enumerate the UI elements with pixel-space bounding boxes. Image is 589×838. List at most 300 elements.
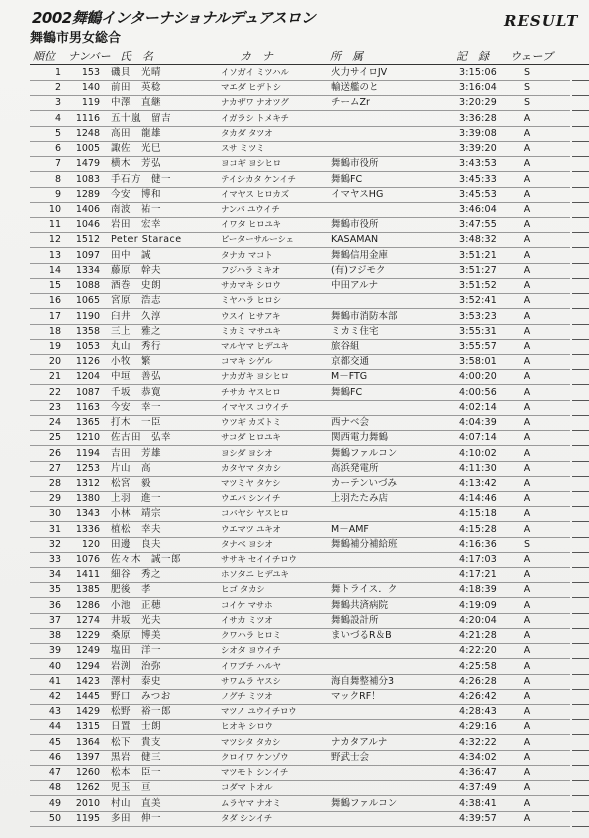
table-row — [0, 675, 589, 689]
wave-cell: S — [523, 82, 531, 94]
rank-cell: 17 — [48, 310, 61, 322]
wave-cell: A — [523, 432, 531, 444]
table-row — [0, 233, 589, 247]
kana-cell: フジハラ ミキオ — [221, 265, 280, 276]
kana-cell: マルヤマ ヒデユキ — [221, 341, 289, 352]
time-cell: 4:26:28 — [459, 675, 498, 687]
time-cell: 3:55:57 — [459, 340, 498, 352]
time-cell: 3:51:27 — [459, 264, 498, 276]
wave-cell: A — [523, 219, 531, 231]
name-cell: 磯貝 光晴 — [111, 67, 162, 78]
time-cell: 3:51:52 — [459, 280, 498, 292]
time-cell: 4:15:18 — [459, 508, 498, 520]
affiliation-cell: 海自舞整補分3 — [331, 675, 395, 687]
name-cell: 今安 幸一 — [111, 401, 162, 413]
wave-cell: A — [523, 280, 531, 292]
bib-cell: 1294 — [75, 660, 100, 672]
affiliation-cell: まいづるR＆B — [331, 630, 392, 642]
rank-cell: 24 — [48, 417, 61, 429]
rank-cell: 29 — [48, 493, 61, 505]
name-cell: 酒巻 史朗 — [111, 280, 162, 292]
time-cell: 4:26:42 — [459, 691, 498, 703]
rank-cell: 43 — [48, 706, 61, 718]
rank-cell: 28 — [48, 477, 61, 489]
table-row — [0, 568, 589, 582]
name-cell: 手石方 健一 — [111, 173, 172, 185]
affiliation-cell: M－AMF — [331, 523, 369, 535]
column-header-rank: 順位 — [33, 50, 55, 63]
time-cell: 4:13:42 — [459, 477, 498, 489]
bib-cell: 1365 — [75, 417, 100, 429]
table-row — [0, 507, 589, 521]
rank-cell: 35 — [48, 584, 61, 596]
rank-cell: 2 — [54, 82, 61, 94]
affiliation-cell: 舞トライス．ク — [331, 584, 398, 596]
affiliation-cell: M－FTG — [331, 371, 368, 383]
rank-cell: 18 — [48, 325, 61, 337]
table-row — [0, 96, 589, 110]
kana-cell: ヒゴ タカシ — [221, 585, 265, 596]
name-cell: 肥後 孝 — [111, 584, 152, 596]
wave-cell: A — [523, 477, 531, 489]
table-row — [0, 81, 589, 95]
time-cell: 4:15:28 — [459, 523, 498, 535]
bib-cell: 1194 — [75, 447, 100, 459]
bib-cell: 1397 — [75, 751, 100, 763]
wave-cell: A — [523, 143, 531, 155]
wave-cell: A — [523, 493, 531, 505]
rank-cell: 45 — [48, 736, 61, 748]
wave-cell: A — [523, 630, 531, 642]
time-cell: 3:45:33 — [459, 173, 498, 185]
rank-cell: 41 — [48, 675, 61, 687]
affiliation-cell: 舞鶴市消防本部 — [331, 310, 398, 322]
name-cell: 打木 一臣 — [111, 417, 162, 429]
wave-cell: A — [523, 340, 531, 352]
wave-cell: A — [523, 675, 531, 687]
name-cell: 桑原 博美 — [111, 630, 162, 642]
time-cell: 4:36:47 — [459, 767, 498, 779]
time-cell: 3:58:01 — [459, 356, 498, 368]
wave-cell: A — [523, 356, 531, 368]
wave-cell: A — [523, 797, 531, 809]
header-divider — [30, 64, 589, 65]
rank-cell: 14 — [48, 264, 61, 276]
wave-cell: A — [523, 112, 531, 124]
time-cell: 4:19:09 — [459, 599, 498, 611]
time-cell: 3:39:20 — [459, 143, 498, 155]
affiliation-cell: KASAMAN — [331, 234, 379, 246]
time-cell: 4:10:02 — [459, 447, 498, 459]
table-row — [0, 781, 589, 795]
column-header-bib: ナンバー — [68, 50, 111, 63]
bib-cell: 1116 — [75, 112, 100, 124]
name-cell: 日置 士朗 — [111, 721, 162, 733]
bib-cell: 1358 — [75, 325, 100, 337]
kana-cell: ウスイ ヒサアキ — [221, 311, 281, 322]
name-cell: 中垣 善弘 — [111, 371, 162, 383]
wave-cell: A — [523, 417, 531, 429]
table-row — [0, 355, 589, 369]
rank-cell: 50 — [48, 812, 61, 824]
next-page-stub — [572, 826, 589, 827]
kana-cell: マエダ ヒデトシ — [221, 83, 281, 94]
wave-cell: A — [523, 386, 531, 398]
wave-cell: A — [523, 645, 531, 657]
name-cell: 片山 高 — [111, 462, 152, 474]
rank-cell: 15 — [48, 280, 61, 292]
affiliation-cell: ミカミ住宅 — [331, 325, 379, 337]
name-cell: 小牧 繁 — [111, 356, 152, 368]
time-cell: 3:46:04 — [459, 203, 498, 215]
bib-cell: 1423 — [75, 675, 100, 687]
table-row — [0, 705, 589, 719]
rank-cell: 21 — [48, 371, 61, 383]
wave-cell: A — [523, 158, 531, 170]
rank-cell: 22 — [48, 386, 61, 398]
name-cell: 松宮 毅 — [111, 477, 152, 489]
affiliation-cell: 中田アルナ — [331, 280, 379, 292]
name-cell: 松下 貴支 — [111, 736, 162, 748]
name-cell: 五十嵐 留吉 — [111, 112, 172, 124]
wave-cell: S — [523, 97, 531, 109]
bib-cell: 1087 — [75, 386, 100, 398]
affiliation-cell: 輸送艦のと — [331, 82, 379, 94]
name-cell: 小林 靖宗 — [111, 508, 162, 520]
table-row — [0, 279, 589, 293]
kana-cell: コダマ トオル — [221, 783, 273, 794]
name-cell: 臼井 久淳 — [111, 310, 162, 322]
kana-cell: ナカザワ ナオツグ — [221, 98, 289, 109]
bib-cell: 1512 — [75, 234, 100, 246]
name-cell: 宮原 浩志 — [111, 295, 162, 307]
bib-cell: 1053 — [75, 340, 100, 352]
kana-cell: マツミヤ タケシ — [221, 478, 281, 489]
wave-cell: A — [523, 249, 531, 261]
affiliation-cell: 舞鶴FC — [331, 173, 363, 185]
affiliation-cell: 舞鶴補分補給班 — [331, 538, 398, 550]
time-cell: 4:29:16 — [459, 721, 498, 733]
kana-cell: マツノ ユウイチロウ — [221, 707, 297, 718]
kana-cell: ミカミ マサユキ — [221, 326, 281, 337]
table-row — [0, 812, 589, 826]
rank-cell: 40 — [48, 660, 61, 672]
wave-cell: A — [523, 371, 531, 383]
bib-cell: 1315 — [75, 721, 100, 733]
bib-cell: 1380 — [75, 493, 100, 505]
table-row — [0, 127, 589, 141]
kana-cell: ウエマツ ユキオ — [221, 524, 281, 535]
name-cell: 今安 博和 — [111, 188, 162, 200]
kana-cell: カタヤマ タカシ — [221, 463, 281, 474]
affiliation-cell: ナカタアルナ — [331, 736, 388, 748]
bib-cell: 119 — [81, 97, 100, 109]
kana-cell: ヒオキ シロウ — [221, 722, 273, 733]
affiliation-cell: 高浜発電所 — [331, 462, 379, 474]
name-cell: 黒岩 健三 — [111, 751, 162, 763]
wave-cell: A — [523, 691, 531, 703]
rank-cell: 38 — [48, 630, 61, 642]
bib-cell: 1076 — [75, 554, 100, 566]
time-cell: 4:16:36 — [459, 538, 498, 550]
name-cell: 千坂 恭寛 — [111, 386, 162, 398]
kana-cell: イソガイ ミツハル — [221, 68, 289, 78]
affiliation-cell: マックRF！ — [331, 691, 381, 703]
column-header-time: 記 録 — [456, 50, 489, 63]
table-row — [0, 386, 589, 400]
name-cell: 細谷 秀之 — [111, 569, 162, 581]
bib-cell: 1429 — [75, 706, 100, 718]
kana-cell: イワブチ ハルヤ — [221, 661, 281, 672]
time-cell: 3:15:06 — [459, 67, 498, 78]
bib-cell: 1083 — [75, 173, 100, 185]
time-cell: 4:37:49 — [459, 782, 498, 794]
time-cell: 3:47:55 — [459, 219, 498, 231]
category-title: 舞鶴市男女総合 — [30, 31, 122, 46]
name-cell: 田中 誠 — [111, 249, 152, 261]
table-row — [0, 720, 589, 734]
kana-cell: マツシタ タカシ — [221, 737, 281, 748]
column-header-affiliation: 所 属 — [330, 50, 363, 63]
time-cell: 3:45:53 — [459, 188, 498, 200]
rank-cell: 20 — [48, 356, 61, 368]
event-title: 2002舞鶴インターナショナルデュアスロン — [32, 9, 316, 27]
affiliation-cell: 舞鶴ファルコン — [331, 447, 398, 459]
bib-cell: 1411 — [75, 569, 100, 581]
bib-cell: 1046 — [75, 219, 100, 231]
kana-cell: ウツギ カズトミ — [221, 418, 281, 429]
rank-cell: 8 — [54, 173, 61, 185]
name-cell: 佐古田 弘幸 — [111, 432, 172, 444]
kana-cell: サカマキ シロウ — [221, 281, 281, 292]
affiliation-cell: 野武士会 — [331, 751, 370, 763]
wave-cell: S — [523, 67, 531, 78]
time-cell: 3:16:04 — [459, 82, 498, 94]
table-row — [0, 644, 589, 658]
kana-cell: ナカガキ ヨシヒロ — [221, 372, 289, 383]
bib-cell: 1289 — [75, 188, 100, 200]
kana-cell: イワタ ヒロユキ — [221, 220, 281, 231]
name-cell: 岩田 宏幸 — [111, 219, 162, 231]
table-row — [0, 310, 589, 324]
table-row — [0, 157, 589, 171]
wave-cell: A — [523, 767, 531, 779]
time-cell: 3:48:32 — [459, 234, 498, 246]
rank-cell: 25 — [48, 432, 61, 444]
bib-cell: 1479 — [75, 158, 100, 170]
table-row — [0, 188, 589, 202]
column-header-name: 氏 名 — [120, 50, 153, 63]
time-cell: 4:32:22 — [459, 736, 498, 748]
wave-cell: A — [523, 234, 531, 246]
kana-cell: ノグチ ミツオ — [221, 692, 273, 703]
table-row — [0, 797, 589, 811]
bib-cell: 1260 — [75, 767, 100, 779]
name-cell: 澤村 泰史 — [111, 675, 162, 687]
name-cell: Peter Starace — [111, 234, 182, 246]
bib-cell: 140 — [81, 82, 100, 94]
table-row — [0, 370, 589, 384]
bib-cell: 1274 — [75, 614, 100, 626]
table-row — [0, 766, 589, 780]
kana-cell: タカダ タツオ — [221, 128, 273, 139]
table-row — [0, 416, 589, 430]
rank-cell: 9 — [54, 188, 61, 200]
rank-cell: 44 — [48, 721, 61, 733]
affiliation-cell: 西ナベ会 — [331, 417, 370, 429]
wave-cell: A — [523, 127, 531, 139]
kana-cell: テイシカタ ケンイチ — [221, 174, 296, 185]
time-cell: 3:55:31 — [459, 325, 498, 337]
table-row — [0, 249, 589, 263]
bib-cell: 2010 — [75, 797, 100, 809]
name-cell: 植松 幸夫 — [111, 523, 162, 535]
table-row — [0, 431, 589, 445]
bib-cell: 1126 — [75, 356, 100, 368]
rank-cell: 3 — [54, 97, 61, 109]
wave-cell: A — [523, 310, 531, 322]
affiliation-cell: 舞鶴共済病院 — [331, 599, 389, 611]
rank-cell: 13 — [48, 249, 61, 261]
name-cell: 諏佐 光巳 — [111, 143, 162, 155]
wave-cell: A — [523, 295, 531, 307]
time-cell: 4:00:56 — [459, 386, 498, 398]
kana-cell: サコダ ヒロユキ — [221, 433, 281, 444]
time-cell: 4:17:21 — [459, 569, 498, 581]
table-row — [0, 142, 589, 156]
bib-cell: 1336 — [75, 523, 100, 535]
name-cell: 吉田 芳雄 — [111, 447, 162, 459]
kana-cell: イガラシ トメキチ — [221, 113, 289, 124]
kana-cell: クロイワ ケンゾウ — [221, 752, 289, 763]
time-cell: 4:21:28 — [459, 630, 498, 642]
kana-cell: クワハラ ヒロミ — [221, 631, 281, 642]
table-row — [0, 583, 589, 597]
wave-cell: A — [523, 736, 531, 748]
affiliation-cell: 火力サイロJV — [331, 67, 388, 78]
wave-cell: A — [523, 173, 531, 185]
rank-cell: 36 — [48, 599, 61, 611]
name-cell: 上羽 進一 — [111, 493, 162, 505]
kana-cell: コマキ シゲル — [221, 357, 273, 368]
kana-cell: マツモト シンイチ — [221, 768, 289, 779]
name-cell: 前田 英稔 — [111, 82, 162, 94]
wave-cell: A — [523, 401, 531, 413]
time-cell: 3:53:23 — [459, 310, 498, 322]
bib-cell: 1248 — [75, 127, 100, 139]
affiliation-cell: 京都交通 — [331, 356, 370, 368]
affiliation-cell: 舞鶴FC — [331, 386, 363, 398]
table-row — [0, 203, 589, 217]
wave-cell: A — [523, 188, 531, 200]
table-row — [0, 629, 589, 643]
table-row — [0, 340, 589, 354]
table-row — [0, 112, 589, 126]
affiliation-cell: 舞鶴市役所 — [331, 158, 379, 170]
affiliation-cell: 関西電力舞鶴 — [331, 432, 389, 444]
name-cell: 村山 直美 — [111, 797, 162, 809]
bib-cell: 1286 — [75, 599, 100, 611]
kana-cell: ミヤハラ ヒロシ — [221, 296, 281, 307]
rank-cell: 31 — [48, 523, 61, 535]
table-row — [0, 462, 589, 476]
bib-cell: 1065 — [75, 295, 100, 307]
kana-cell: ササキ セイイチロウ — [221, 555, 297, 566]
bib-cell: 1204 — [75, 371, 100, 383]
rank-cell: 19 — [48, 340, 61, 352]
name-cell: 中澤 直継 — [111, 97, 162, 109]
bib-cell: 1163 — [75, 401, 100, 413]
rank-cell: 46 — [48, 751, 61, 763]
rank-cell: 5 — [54, 127, 61, 139]
table-row — [0, 264, 589, 278]
time-cell: 4:11:30 — [459, 462, 498, 474]
time-cell: 4:07:14 — [459, 432, 498, 444]
wave-cell: A — [523, 584, 531, 596]
kana-cell: ヨシダ ヨシオ — [221, 448, 273, 459]
affiliation-cell: イマヤスHG — [331, 188, 384, 200]
bib-cell: 1253 — [75, 462, 100, 474]
rank-cell: 16 — [48, 295, 61, 307]
kana-cell: ウエバ シンイチ — [221, 494, 281, 505]
rank-cell: 12 — [48, 234, 61, 246]
bib-cell: 1195 — [75, 812, 100, 824]
wave-cell: A — [523, 660, 531, 672]
name-cell: 岩渕 治弥 — [111, 660, 162, 672]
name-cell: 小池 正穂 — [111, 599, 162, 611]
bib-cell: 1364 — [75, 736, 100, 748]
rank-cell: 48 — [48, 782, 61, 794]
rank-cell: 27 — [48, 462, 61, 474]
table-row — [0, 401, 589, 415]
column-header-kana: カ ナ — [240, 50, 273, 63]
rank-cell: 1 — [54, 67, 61, 78]
kana-cell: イマヤス コウイチ — [221, 402, 289, 413]
table-row — [0, 294, 589, 308]
time-cell: 4:20:04 — [459, 614, 498, 626]
rank-cell: 47 — [48, 767, 61, 779]
kana-cell: コイケ マサホ — [221, 600, 273, 611]
table-row — [0, 553, 589, 567]
kana-cell: ムラヤマ ナオミ — [221, 798, 281, 809]
wave-cell: A — [523, 554, 531, 566]
kana-cell: タナベ ヨシオ — [221, 539, 273, 550]
kana-cell: イマヤス ヒロカズ — [221, 189, 289, 200]
bib-cell: 1190 — [75, 310, 100, 322]
kana-cell: サワムラ ヤスシ — [221, 676, 281, 687]
rank-cell: 23 — [48, 401, 61, 413]
wave-cell: A — [523, 614, 531, 626]
name-cell: 井坂 光夫 — [111, 614, 162, 626]
kana-cell: タダ シンイチ — [221, 813, 272, 824]
wave-cell: A — [523, 569, 531, 581]
rank-cell: 34 — [48, 569, 61, 581]
table-row — [0, 538, 589, 552]
time-cell: 4:04:39 — [459, 417, 498, 429]
name-cell: 三上 雅之 — [111, 325, 162, 337]
wave-cell: A — [523, 325, 531, 337]
name-cell: 南波 祐一 — [111, 203, 162, 215]
wave-cell: A — [523, 447, 531, 459]
name-cell: 高田 龍雄 — [111, 127, 162, 139]
rank-cell: 11 — [48, 219, 61, 231]
bib-cell: 1210 — [75, 432, 100, 444]
affiliation-cell: 舞鶴信用金庫 — [331, 249, 389, 261]
bib-cell: 1385 — [75, 584, 100, 596]
row-divider — [30, 826, 570, 827]
rank-cell: 30 — [48, 508, 61, 520]
wave-cell: A — [523, 782, 531, 794]
